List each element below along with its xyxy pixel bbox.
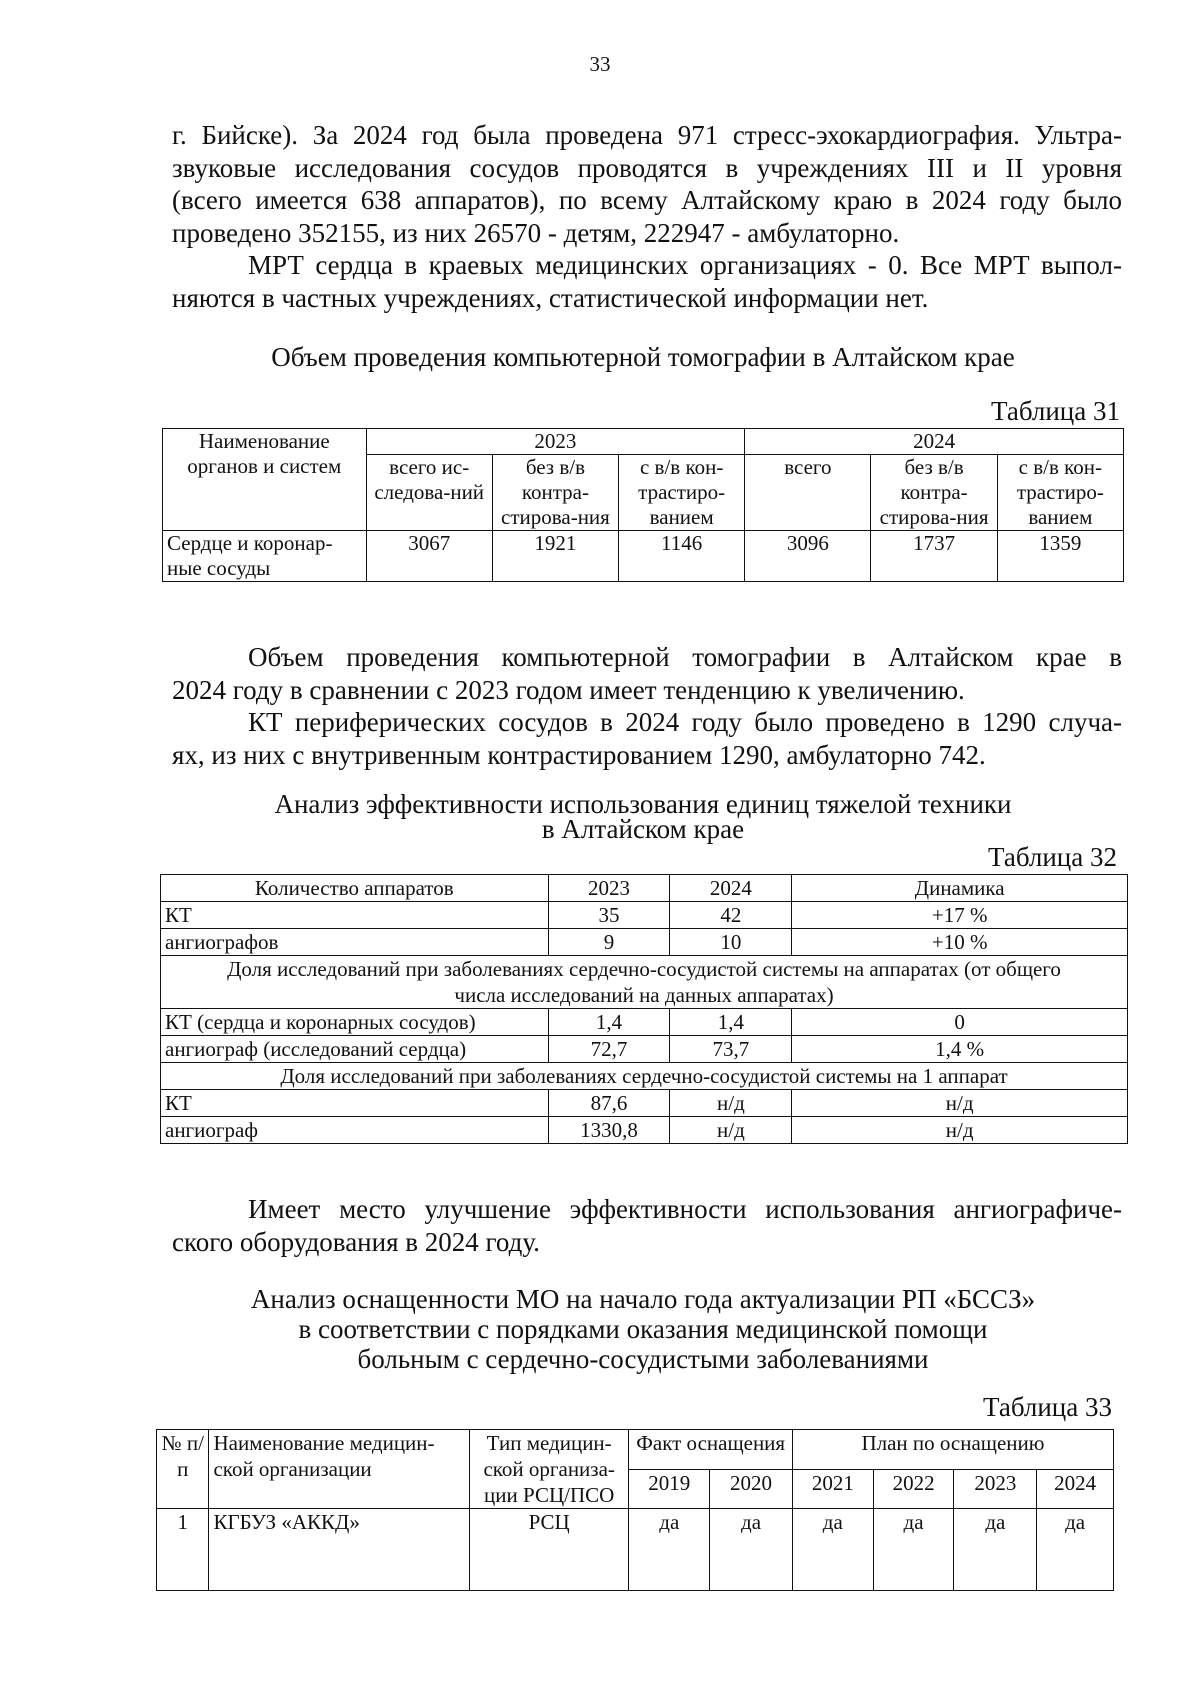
header-year: 2022 bbox=[873, 1469, 954, 1509]
table-cell: 0 bbox=[792, 1009, 1128, 1036]
table-cell: да bbox=[873, 1509, 954, 1591]
table-cell: да bbox=[954, 1509, 1037, 1591]
table-cell: +10 % bbox=[792, 929, 1128, 956]
row-label: ангиограф (исследований сердца) bbox=[161, 1036, 549, 1063]
table-31-label: Таблица 31 bbox=[991, 396, 1120, 426]
header-plan: План по оснащению bbox=[792, 1430, 1113, 1470]
text-line: няются в частных учреждениях, статистической информации нет. bbox=[172, 282, 929, 313]
caption-line: в Алтайском крае bbox=[541, 814, 745, 844]
table-cell: 1921 bbox=[492, 531, 618, 582]
header-organization: Наименование медицин-ской организации bbox=[209, 1430, 469, 1509]
text-line: г. Бийске). За 2024 год была проведена 971 стресс-эхокардиография. Ультра- bbox=[172, 120, 1122, 150]
text-line: звуковые исследования сосудов проводятся в учреждениях III и II уровня bbox=[172, 152, 1122, 183]
header-2024: 2024 bbox=[670, 875, 792, 902]
table-row bbox=[161, 1009, 1128, 1036]
header-year: 2019 bbox=[629, 1469, 710, 1509]
table-section-row bbox=[161, 1063, 1128, 1090]
header-fact: Факт оснащения bbox=[629, 1430, 793, 1470]
table-cell: да bbox=[629, 1509, 710, 1591]
header-organ-name: Наименование органов и систем bbox=[163, 429, 367, 531]
table-cell: 1359 bbox=[997, 531, 1123, 582]
paragraph-ct-peripheral bbox=[172, 706, 1122, 771]
table-32-label: Таблица 32 bbox=[988, 842, 1117, 872]
table-cell: н/д bbox=[792, 1090, 1128, 1117]
row-label: КТ (сердца и коронарных сосудов) bbox=[161, 1009, 549, 1036]
caption-line: в соответствии с порядками оказания медицинской помощи bbox=[298, 1314, 988, 1344]
table-cell: 1146 bbox=[619, 531, 745, 582]
table-cell: РСЦ bbox=[469, 1509, 629, 1591]
row-label: ангиографов bbox=[161, 929, 549, 956]
table-cell: 1,4 % bbox=[792, 1036, 1128, 1063]
header-device-count: Количество аппаратов bbox=[161, 875, 549, 902]
caption-table-31: Объем проведения компьютерной томографии в Алтайском крае bbox=[271, 342, 1015, 372]
text-line: ях, из них с внутривенным контрастированием 1290, амбулаторно 742. bbox=[172, 739, 986, 770]
subheader: с в/в кон-трастиро-ванием bbox=[997, 455, 1123, 531]
subheader: без в/в контра-стирова-ния bbox=[492, 455, 618, 531]
header-year-2023: 2023 bbox=[366, 429, 745, 455]
table-cell: 35 bbox=[548, 902, 670, 929]
table-cell: 73,7 bbox=[670, 1036, 792, 1063]
table-cell: 1330,8 bbox=[548, 1117, 670, 1144]
table-cell: 1,4 bbox=[670, 1009, 792, 1036]
header-dynamics: Динамика bbox=[792, 875, 1128, 902]
table-cell: 3096 bbox=[745, 531, 871, 582]
header-org-type: Тип медицин-ской организа-ции РСЦ/ПСО bbox=[469, 1430, 629, 1509]
table-row bbox=[161, 902, 1128, 929]
table-cell: 1737 bbox=[871, 531, 997, 582]
row-label: КГБУЗ «АККД» bbox=[209, 1509, 469, 1591]
table-cell: да bbox=[792, 1509, 873, 1591]
caption-line: Анализ оснащенности МО на начало года актуализации РП «БССЗ» bbox=[250, 1284, 1036, 1314]
row-label: ангиограф bbox=[161, 1117, 549, 1144]
table-cell: 9 bbox=[548, 929, 670, 956]
text-line: МРТ сердца в краевых медицинских организациях - 0. Все МРТ выпол- bbox=[248, 250, 1122, 280]
text-line: проведено 352155, из них 26570 - детям, 222947 - амбулаторно. bbox=[172, 217, 900, 248]
paragraph-mrt bbox=[172, 249, 1122, 314]
table-row bbox=[161, 1036, 1128, 1063]
text-line: (всего имеется 638 аппаратов), по всему Алтайскому краю в 2024 году было bbox=[172, 185, 1122, 215]
header-year: 2024 bbox=[1037, 1469, 1114, 1509]
header-number: № п/п bbox=[157, 1430, 209, 1509]
header-2023: 2023 bbox=[548, 875, 670, 902]
paragraph-ct-trend bbox=[172, 641, 1122, 706]
section-heading: Доля исследований при заболеваниях сердечно-сосудистой системы на 1 аппарат bbox=[161, 1063, 1128, 1090]
subheader: всего bbox=[745, 455, 871, 531]
table-cell: н/д bbox=[792, 1117, 1128, 1144]
table-row bbox=[157, 1509, 1114, 1591]
table-cell: н/д bbox=[670, 1117, 792, 1144]
table-cell: 3067 bbox=[366, 531, 492, 582]
header-year-2024: 2024 bbox=[745, 429, 1124, 455]
subheader: всего ис-следова-ний bbox=[366, 455, 492, 531]
table-cell: 87,6 bbox=[548, 1090, 670, 1117]
table-33 bbox=[156, 1429, 1114, 1591]
subheader: с в/в кон-трастиро-ванием bbox=[619, 455, 745, 531]
table-cell: н/д bbox=[670, 1090, 792, 1117]
caption-table-33 bbox=[160, 1284, 1126, 1374]
table-cell: 72,7 bbox=[548, 1036, 670, 1063]
table-cell: 10 bbox=[670, 929, 792, 956]
header-year: 2023 bbox=[954, 1469, 1037, 1509]
paragraph-ultrasound bbox=[172, 119, 1122, 249]
table-cell: 1,4 bbox=[548, 1009, 670, 1036]
table-row bbox=[163, 531, 1124, 582]
section-heading: Доля исследований при заболеваниях сердечно-сосудистой системы на аппаратах (от общего числа исследований на данных аппаратах) bbox=[161, 956, 1128, 1009]
table-cell: 42 bbox=[670, 902, 792, 929]
caption-line: больным с сердечно-сосудистыми заболеваниями bbox=[357, 1344, 929, 1374]
table-row bbox=[161, 929, 1128, 956]
page-number: 33 bbox=[589, 52, 611, 76]
row-label: Сердце и коронар-ные сосуды bbox=[163, 531, 367, 582]
table-row bbox=[161, 1090, 1128, 1117]
header-year: 2021 bbox=[792, 1469, 873, 1509]
row-label: КТ bbox=[161, 902, 549, 929]
text-line: Имеет место улучшение эффективности использования ангиографиче- bbox=[248, 1194, 1122, 1224]
text-line: 2024 году в сравнении с 2023 годом имеет тенденцию к увеличению. bbox=[172, 674, 965, 705]
table-row bbox=[161, 1117, 1128, 1144]
table-32 bbox=[160, 874, 1128, 1144]
text-line: КТ периферических сосудов в 2024 году было проведено в 1290 случа- bbox=[248, 707, 1122, 737]
table-31 bbox=[162, 428, 1124, 582]
row-label: КТ bbox=[161, 1090, 549, 1117]
table-section-row bbox=[161, 956, 1128, 1009]
text-line: ского оборудования в 2024 году. bbox=[172, 1226, 540, 1257]
header-year: 2020 bbox=[710, 1469, 793, 1509]
table-cell: +17 % bbox=[792, 902, 1128, 929]
caption-table-32 bbox=[160, 789, 1126, 844]
subheader: без в/в контра-стирова-ния bbox=[871, 455, 997, 531]
paragraph-angio-efficiency bbox=[172, 1193, 1122, 1258]
table-33-label: Таблица 33 bbox=[983, 1392, 1112, 1422]
caption-line: Анализ эффективности использования единиц тяжелой техники bbox=[274, 789, 1012, 819]
table-cell: да bbox=[710, 1509, 793, 1591]
text-line: Объем проведения компьютерной томографии в Алтайском крае в bbox=[248, 642, 1122, 672]
table-cell: да bbox=[1037, 1509, 1114, 1591]
table-cell: 1 bbox=[157, 1509, 209, 1591]
